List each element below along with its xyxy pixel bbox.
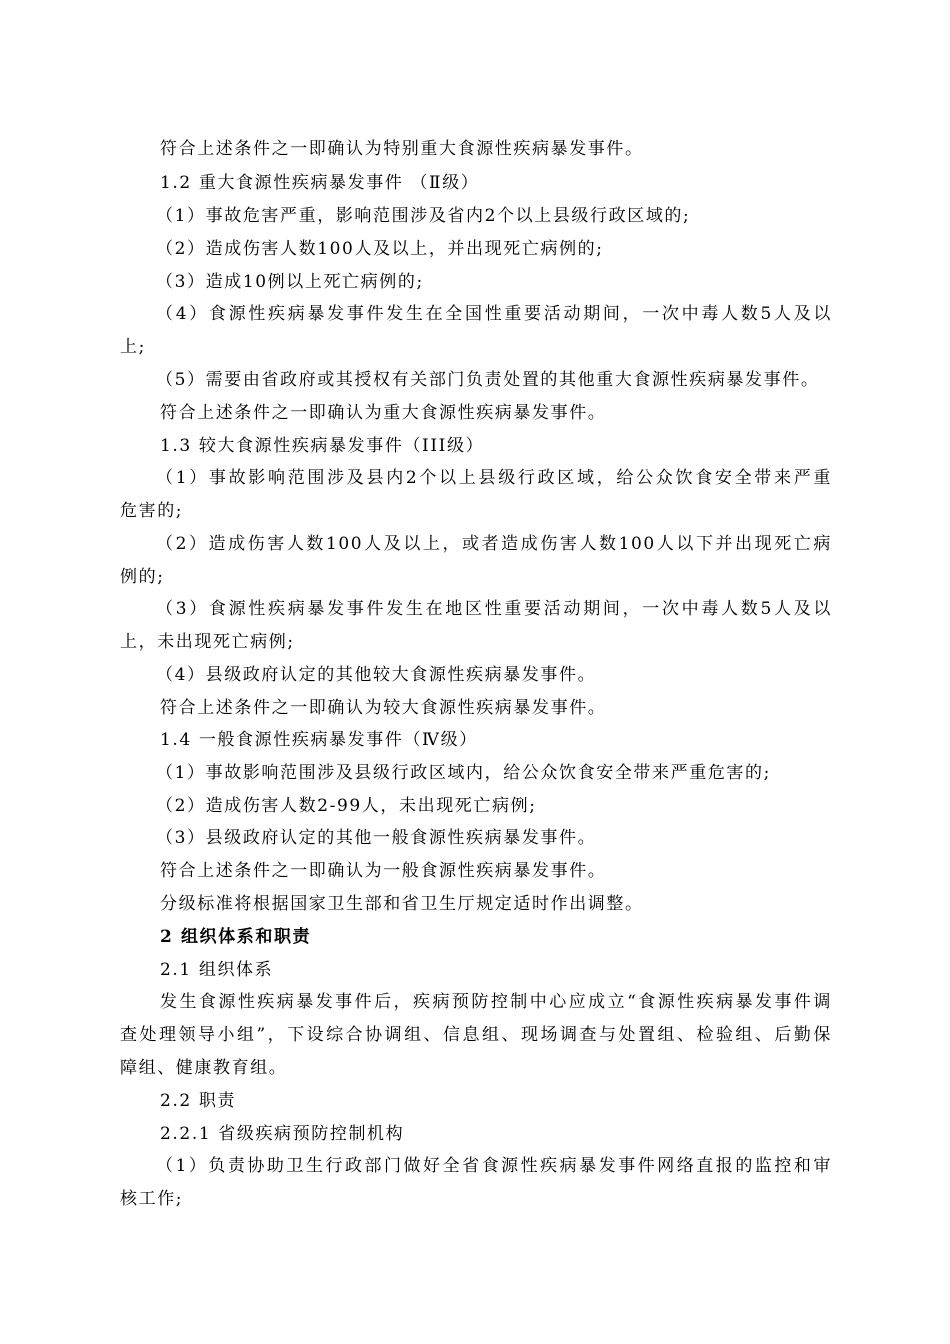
list-item: （1）事故影响范围涉及县内2个以上县级行政区域，给公众饮食安全带来严重	[156, 468, 832, 488]
subheading-2-2-1: 2.2.1 省级疾病预防控制机构	[160, 1124, 405, 1144]
paragraph-conclusion-level-4: 符合上述条件之一即确认为一般食源性疾病暴发事件。	[160, 861, 607, 881]
paragraph-conclusion-level-3: 符合上述条件之一即确认为较大食源性疾病暴发事件。	[160, 698, 607, 718]
list-item: （4）县级政府认定的其他较大食源性疾病暴发事件。	[156, 665, 597, 685]
list-item: （2）造成伤害人数100人及以上，或者造成伤害人数100人以下并出现死亡病	[156, 534, 832, 554]
list-item: （5）需要由省政府或其授权有关部门负责处置的其他重大食源性疾病暴发事件。	[156, 370, 820, 390]
section-heading-2: 2 组织体系和职责	[160, 927, 312, 947]
list-item-continuation: 危害的;	[120, 501, 184, 521]
list-item: （3）造成10例以上死亡病例的;	[156, 272, 424, 292]
list-item: （4）食源性疾病暴发事件发生在全国性重要活动期间，一次中毒人数5人及以	[156, 304, 832, 324]
list-item: （1）负责协助卫生行政部门做好全省食源性疾病暴发事件网络直报的监控和审	[156, 1156, 832, 1176]
list-item-continuation: 上;	[120, 337, 146, 357]
list-item: （2）造成伤害人数100人及以上，并出现死亡病例的;	[156, 239, 604, 259]
list-item-continuation: 核工作;	[120, 1189, 184, 1209]
paragraph-grading-note: 分级标准将根据国家卫生部和省卫生厅规定适时作出调整。	[160, 894, 644, 914]
paragraph-conclusion-level-2: 符合上述条件之一即确认为重大食源性疾病暴发事件。	[160, 403, 607, 423]
paragraph-continuation: 查处理领导小组”，下设综合协调组、信息组、现场调查与处置组、检验组、后勤保	[120, 1025, 832, 1045]
subheading-2-1: 2.1 组织体系	[160, 960, 274, 980]
subheading-2-2: 2.2 职责	[160, 1091, 237, 1111]
subheading-1-3: 1.3 较大食源性疾病暴发事件（III级）	[160, 436, 485, 456]
list-item: （3）食源性疾病暴发事件发生在地区性重要活动期间，一次中毒人数5人及以	[156, 599, 832, 619]
list-item: （1）事故危害严重，影响范围涉及省内2个以上县级行政区域的;	[156, 206, 691, 226]
list-item-continuation: 上，未出现死亡病例;	[120, 632, 295, 652]
paragraph-conclusion-level-1: 符合上述条件之一即确认为特别重大食源性疾病暴发事件。	[160, 139, 644, 159]
subheading-1-4: 1.4 一般食源性疾病暴发事件（Ⅳ级）	[160, 730, 478, 750]
list-item: （1）事故影响范围涉及县级行政区域内，给公众饮食安全带来严重危害的;	[156, 763, 771, 783]
subheading-1-2: 1.2 重大食源性疾病暴发事件 （Ⅱ级）	[160, 173, 480, 193]
list-item-continuation: 例的;	[120, 567, 165, 587]
paragraph-continuation: 障组、健康教育组。	[120, 1058, 288, 1078]
paragraph-organization: 发生食源性疾病暴发事件后，疾病预防控制中心应成立“食源性疾病暴发事件调	[160, 992, 832, 1012]
list-item: （2）造成伤害人数2-99人，未出现死亡病例;	[156, 796, 537, 816]
list-item: （3）县级政府认定的其他一般食源性疾病暴发事件。	[156, 828, 597, 848]
